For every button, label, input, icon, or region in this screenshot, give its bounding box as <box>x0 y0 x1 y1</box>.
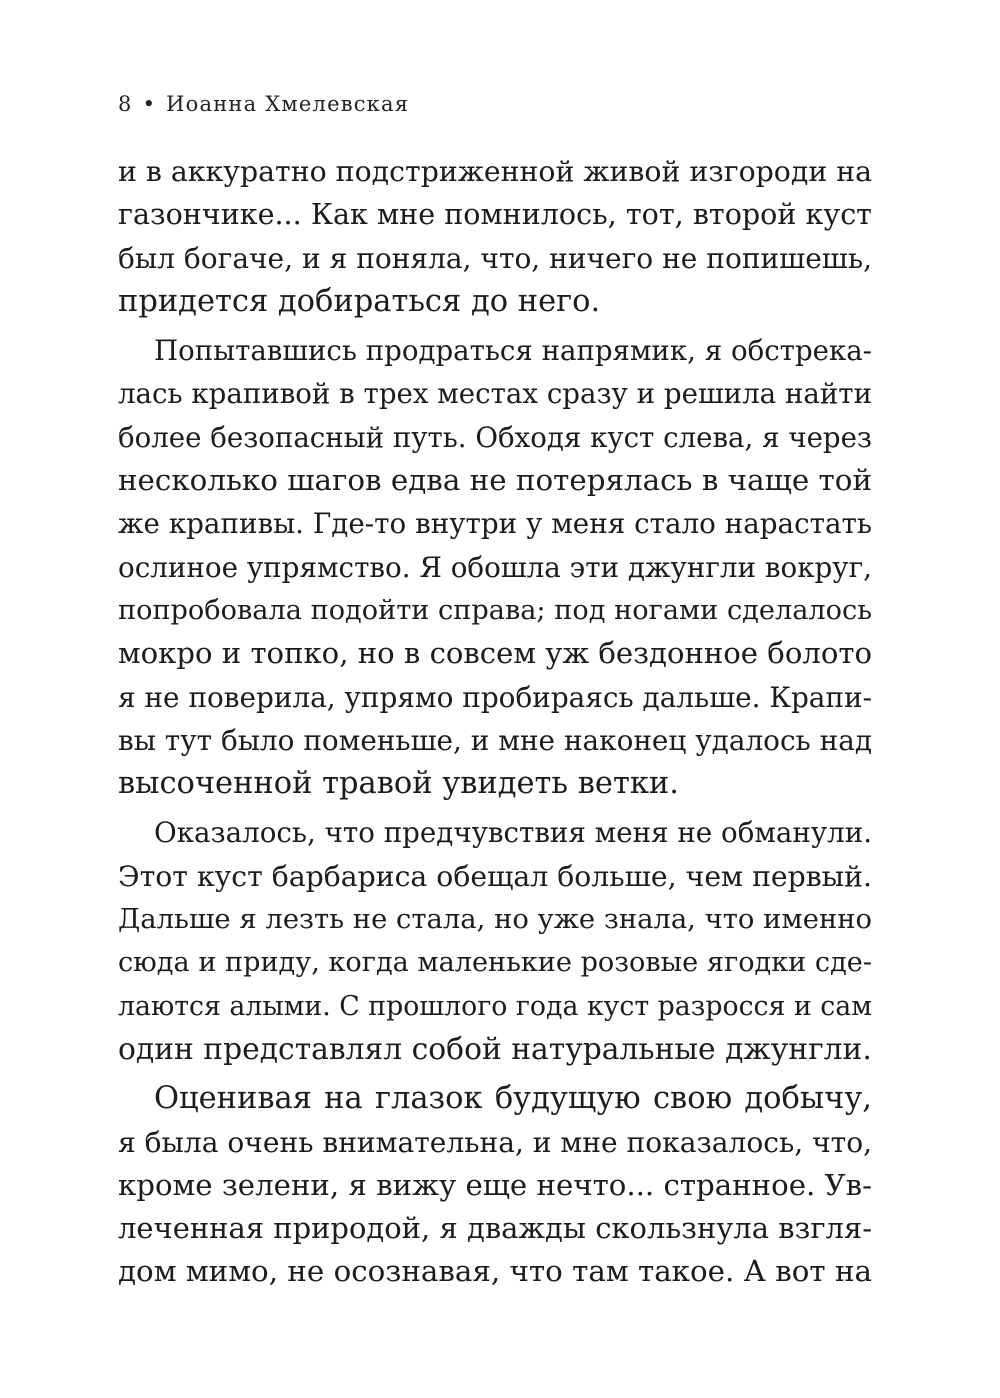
text-line: же крапивы. Где-то внутри у меня стало нарастать <box>118 507 872 541</box>
header-separator: • <box>142 92 157 116</box>
text-line: один представлял собой натуральные джунгли. <box>118 1031 872 1067</box>
text-line: придется добираться до него. <box>118 283 601 319</box>
text-line: Попытавшись продраться напрямик, я обстрека- <box>154 334 872 368</box>
text-line: высоченной травой увидеть ветки. <box>118 766 679 802</box>
text-line: лась крапивой в трех местах сразу и решила найти <box>118 377 872 411</box>
text-line: Этот куст барбариса обещал больше, чем первый. <box>118 859 872 893</box>
paragraph-1 <box>118 150 872 323</box>
text-line: Оценивая на глазок будущую свою добычу, <box>154 1081 872 1117</box>
text-line: я не поверила, упрямо пробираясь дальше. Крапи- <box>118 680 872 714</box>
text-line: более безопасный путь. Обходя куст слева, я через <box>118 420 872 454</box>
text-line: я была очень внимательна, и мне показалось, что, <box>118 1125 873 1159</box>
text-line: леченная природой, я дважды скользнула взгля- <box>118 1211 872 1246</box>
text-line: лаются алыми. С прошлого года куст разросся и сам <box>118 990 872 1022</box>
running-head <box>118 92 409 116</box>
text-line: был богаче, и я поняла, что, ничего не попишешь, <box>118 241 872 275</box>
paragraph-4 <box>118 1077 872 1293</box>
text-line: Дальше я лезть не стала, но уже знала, что именно <box>118 904 872 936</box>
text-line: дом мимо, не осознавая, что там такое. А вот на <box>118 1254 872 1289</box>
text-line: вы тут было поменьше, и мне наконец удалось над <box>118 723 872 757</box>
text-line: сюда и приду, когда маленькие розовые ягодки сде- <box>118 947 872 979</box>
text-line: Оказалось, что предчувствия меня не обманули. <box>154 816 872 850</box>
text-line: и в аккуратно подстриженной живой изгороди на <box>118 155 873 188</box>
text-line: ослиное упрямство. Я обошла эти джунгли вокруг, <box>118 550 872 584</box>
body-text <box>118 150 872 1300</box>
author-name: Иоанна Хмелевская <box>166 92 410 116</box>
paragraph-2 <box>118 329 872 805</box>
text-line: кроме зелени, я вижу еще нечто... странное. Ув- <box>118 1167 872 1202</box>
text-line: несколько шагов едва не потерялась в чаще той <box>118 463 872 498</box>
text-line: мокро и топко, но в совсем уж бездонное болото <box>118 636 872 671</box>
text-line: газончике... Как мне помнилось, тот, второй куст <box>118 197 872 232</box>
page-number: 8 <box>118 92 133 116</box>
paragraph-3 <box>118 811 872 1071</box>
text-line: попробовала подойти справа; под ногами сделалось <box>118 594 872 626</box>
